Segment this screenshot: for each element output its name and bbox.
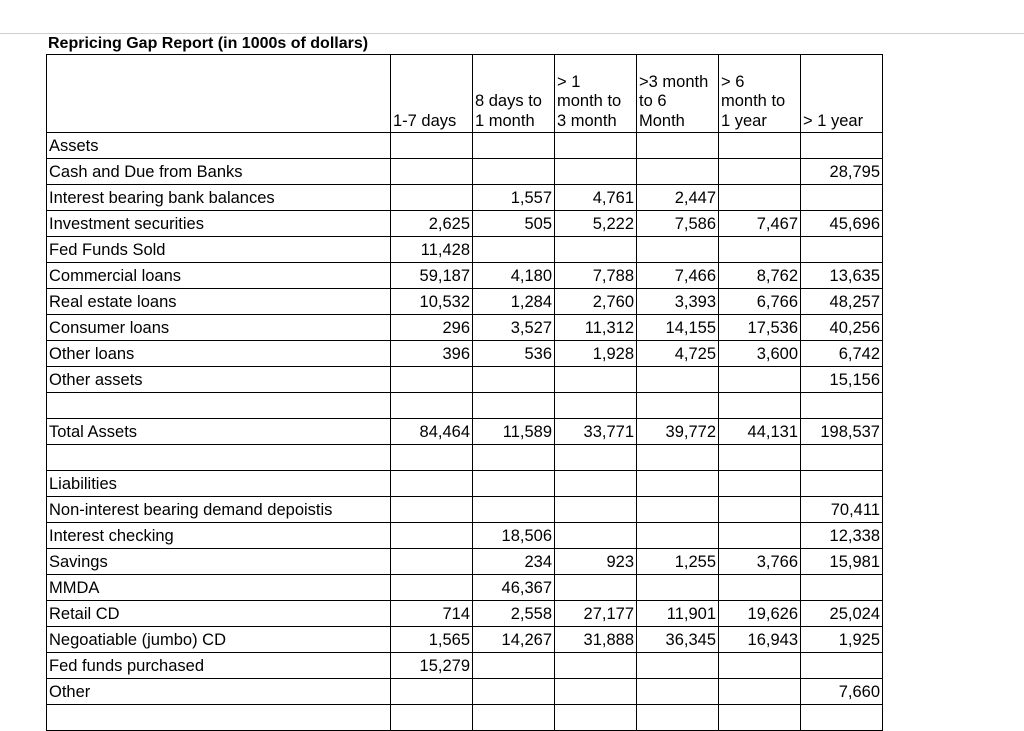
value-cell [637,159,719,185]
value-cell: 7,466 [637,263,719,289]
table-row [47,263,883,289]
value-cell [719,497,801,523]
value-cell [719,523,801,549]
value-cell: 1,928 [555,341,637,367]
value-cell: 296 [391,315,473,341]
row-label: Savings [47,549,391,575]
row-label: Fed funds purchased [47,653,391,679]
header-label-cell [47,55,391,133]
value-cell: 27,177 [555,601,637,627]
table-row [47,601,883,627]
value-cell [473,471,555,497]
value-cell [473,159,555,185]
value-cell: 2,447 [637,185,719,211]
value-cell [801,705,883,731]
value-cell: 1,255 [637,549,719,575]
value-cell [719,705,801,731]
value-cell: 7,586 [637,211,719,237]
value-cell [801,185,883,211]
value-cell: 2,760 [555,289,637,315]
value-cell [801,445,883,471]
value-cell [391,549,473,575]
value-cell [391,523,473,549]
value-cell: 1,925 [801,627,883,653]
value-cell [391,393,473,419]
value-cell: 13,635 [801,263,883,289]
table-row [47,237,883,263]
value-cell: 198,537 [801,419,883,445]
value-cell: 3,527 [473,315,555,341]
value-cell: 4,761 [555,185,637,211]
value-cell: 3,766 [719,549,801,575]
value-cell: 505 [473,211,555,237]
header-col-6-month-to-1-year: > 6 month to 1 year [719,55,801,133]
value-cell: 46,367 [473,575,555,601]
value-cell: 19,626 [719,601,801,627]
value-cell [391,159,473,185]
table-row [47,679,883,705]
row-label: MMDA [47,575,391,601]
table-row [47,497,883,523]
value-cell: 1,565 [391,627,473,653]
value-cell: 25,024 [801,601,883,627]
row-label: Retail CD [47,601,391,627]
value-cell [801,133,883,159]
header-col-8-days-to-1-month: 8 days to 1 month [473,55,555,133]
header-col-over-1-year: > 1 year [801,55,883,133]
row-label: Non-interest bearing demand depoistis [47,497,391,523]
value-cell: 4,725 [637,341,719,367]
value-cell [637,575,719,601]
row-label: Assets [47,133,391,159]
value-cell [391,471,473,497]
table-body [47,133,883,731]
value-cell: 40,256 [801,315,883,341]
value-cell [637,133,719,159]
value-cell [637,471,719,497]
value-cell: 3,600 [719,341,801,367]
row-label: Consumer loans [47,315,391,341]
value-cell [391,679,473,705]
value-cell [473,133,555,159]
value-cell: 15,981 [801,549,883,575]
value-cell [473,653,555,679]
value-cell [719,445,801,471]
value-cell: 923 [555,549,637,575]
value-cell: 1,284 [473,289,555,315]
table-row [47,575,883,601]
value-cell: 7,788 [555,263,637,289]
row-label: Interest bearing bank balances [47,185,391,211]
header-col-1-7-days: 1-7 days [391,55,473,133]
value-cell [555,367,637,393]
value-cell [391,133,473,159]
value-cell: 44,131 [719,419,801,445]
value-cell: 33,771 [555,419,637,445]
row-label: Negoatiable (jumbo) CD [47,627,391,653]
value-cell [473,445,555,471]
value-cell [637,653,719,679]
value-cell [473,237,555,263]
value-cell: 14,267 [473,627,555,653]
table-row [47,289,883,315]
table-row [47,315,883,341]
value-cell [555,679,637,705]
value-cell: 48,257 [801,289,883,315]
value-cell [637,445,719,471]
value-cell: 59,187 [391,263,473,289]
value-cell: 28,795 [801,159,883,185]
header-col-1-to-3-month: > 1 month to 3 month [555,55,637,133]
row-label [47,445,391,471]
header-col-3-to-6-month: >3 month to 6 Month [637,55,719,133]
value-cell: 7,660 [801,679,883,705]
value-cell [801,393,883,419]
value-cell: 45,696 [801,211,883,237]
value-cell [719,185,801,211]
value-cell [555,237,637,263]
table-row [47,133,883,159]
header-row [47,55,883,133]
table-row [47,705,883,731]
value-cell [637,705,719,731]
table-row [47,419,883,445]
value-cell: 6,742 [801,341,883,367]
value-cell [555,705,637,731]
value-cell [555,575,637,601]
value-cell: 536 [473,341,555,367]
row-label: Investment securities [47,211,391,237]
value-cell: 2,558 [473,601,555,627]
table-row [47,159,883,185]
table-row [47,471,883,497]
row-label: Other loans [47,341,391,367]
value-cell [719,575,801,601]
value-cell: 6,766 [719,289,801,315]
value-cell [555,523,637,549]
repricing-gap-table [46,54,883,731]
value-cell: 15,156 [801,367,883,393]
table-row [47,653,883,679]
row-label [47,393,391,419]
table-row [47,393,883,419]
value-cell [801,575,883,601]
row-label: Total Assets [47,419,391,445]
value-cell [719,159,801,185]
value-cell [719,679,801,705]
value-cell: 12,338 [801,523,883,549]
row-label: Cash and Due from Banks [47,159,391,185]
value-cell [555,159,637,185]
row-label: Other [47,679,391,705]
value-cell: 70,411 [801,497,883,523]
table-row [47,445,883,471]
value-cell: 714 [391,601,473,627]
row-label: Real estate loans [47,289,391,315]
report-title: Repricing Gap Report (in 1000s of dollars) [48,35,369,52]
value-cell [637,237,719,263]
table-row [47,523,883,549]
value-cell [637,393,719,419]
value-cell [555,471,637,497]
value-cell [637,367,719,393]
value-cell: 14,155 [637,315,719,341]
value-cell [637,679,719,705]
value-cell: 234 [473,549,555,575]
row-label [47,705,391,731]
table-row [47,549,883,575]
value-cell: 31,888 [555,627,637,653]
table-row [47,367,883,393]
value-cell [391,575,473,601]
value-cell: 11,589 [473,419,555,445]
value-cell [391,185,473,211]
row-label: Fed Funds Sold [47,237,391,263]
value-cell [637,523,719,549]
value-cell [473,705,555,731]
value-cell: 3,393 [637,289,719,315]
table-row [47,185,883,211]
value-cell [473,497,555,523]
value-cell: 11,428 [391,237,473,263]
value-cell [473,679,555,705]
value-cell: 11,901 [637,601,719,627]
value-cell [801,471,883,497]
value-cell [473,393,555,419]
value-cell [391,497,473,523]
value-cell [801,653,883,679]
value-cell: 39,772 [637,419,719,445]
value-cell: 11,312 [555,315,637,341]
value-cell: 2,625 [391,211,473,237]
value-cell [391,705,473,731]
value-cell [555,445,637,471]
value-cell: 5,222 [555,211,637,237]
row-label: Commercial loans [47,263,391,289]
value-cell [391,445,473,471]
value-cell: 396 [391,341,473,367]
table-row [47,211,883,237]
row-label: Interest checking [47,523,391,549]
value-cell: 1,557 [473,185,555,211]
value-cell: 7,467 [719,211,801,237]
value-cell: 15,279 [391,653,473,679]
value-cell [719,133,801,159]
value-cell: 17,536 [719,315,801,341]
value-cell: 4,180 [473,263,555,289]
value-cell: 36,345 [637,627,719,653]
value-cell: 18,506 [473,523,555,549]
value-cell [719,237,801,263]
value-cell: 84,464 [391,419,473,445]
value-cell [719,653,801,679]
row-label: Other assets [47,367,391,393]
value-cell: 10,532 [391,289,473,315]
value-cell [719,393,801,419]
table-row [47,341,883,367]
table-row [47,627,883,653]
row-label: Liabilities [47,471,391,497]
value-cell [719,471,801,497]
value-cell [391,367,473,393]
value-cell [555,497,637,523]
value-cell [473,367,555,393]
value-cell [555,133,637,159]
value-cell [555,393,637,419]
value-cell [719,367,801,393]
value-cell [555,653,637,679]
value-cell: 8,762 [719,263,801,289]
value-cell [801,237,883,263]
value-cell: 16,943 [719,627,801,653]
value-cell [637,497,719,523]
